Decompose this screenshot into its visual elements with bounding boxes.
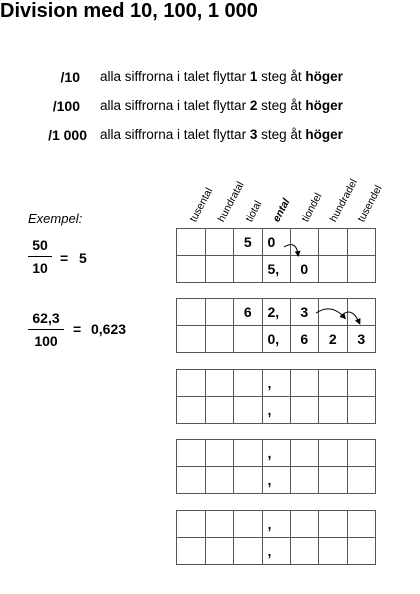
grid-cell: , [262, 538, 290, 565]
rule-divisor: /1 000 [48, 127, 87, 143]
grid-cell: , [262, 440, 290, 467]
example-label: Exempel: [28, 211, 83, 226]
rule-suffix: steg åt [261, 127, 302, 142]
column-header-hundratal: hundratal [215, 179, 247, 224]
grid-cell: 5 [234, 229, 263, 256]
page-title: Division med 10, 100, 1 000 [0, 0, 258, 22]
rule-direction: höger [305, 127, 343, 142]
grid-cell: 6 [234, 299, 263, 326]
grid-cell: 5, [262, 256, 290, 283]
grid-cell: 2, [262, 299, 290, 326]
example-result: 5 [79, 250, 87, 266]
grid-cell: , [262, 467, 290, 494]
grid-cell: 3 [347, 326, 376, 353]
grid-cell: 2 [319, 326, 348, 353]
fraction-denominator: 10 [32, 260, 48, 276]
example-equals: = [73, 321, 82, 337]
grid-cell: 0, [262, 326, 290, 353]
grid-cell: 6 [290, 326, 319, 353]
shift-arrow-icon [340, 312, 359, 322]
rule-suffix: steg åt [261, 69, 302, 84]
shift-arrow-icon [284, 245, 298, 254]
rule-direction: höger [305, 69, 343, 84]
rule-divisor: /100 [52, 98, 80, 114]
rule-divisor: /10 [60, 69, 80, 85]
column-header-tiotal: tiotal [243, 198, 265, 224]
shift-arrow-icon [316, 309, 344, 317]
rule-description: alla siffrorna i talet flyttar [100, 127, 247, 142]
rule-steps: 1 [249, 69, 258, 84]
example-result: 0,623 [91, 321, 127, 337]
column-header-hundradel: hundradel [327, 177, 360, 224]
rule-description: alla siffrorna i talet flyttar [100, 69, 247, 84]
grid-cell: , [262, 397, 290, 424]
column-header-tiondel: tiondel [299, 191, 325, 224]
column-header-tusendel: tusendel [355, 183, 385, 224]
grid-cell: 0 [290, 256, 319, 283]
rule-steps: 2 [249, 98, 258, 113]
column-header-tusental: tusental [187, 185, 216, 224]
fraction-numerator: 62,3 [32, 310, 60, 326]
grid-cell: , [262, 370, 290, 397]
example-equals: = [60, 250, 69, 266]
grid-cell: 3 [290, 299, 319, 326]
fraction-numerator: 50 [32, 237, 48, 253]
rule-suffix: steg åt [261, 98, 302, 113]
fraction-denominator: 100 [34, 333, 58, 349]
rule-steps: 3 [249, 127, 258, 142]
grid-cell: 0 [262, 229, 290, 256]
rule-direction: höger [305, 98, 343, 113]
rule-description: alla siffrorna i talet flyttar [100, 98, 247, 113]
column-header-ental: ental [270, 196, 293, 224]
grid-cell: , [262, 511, 290, 538]
